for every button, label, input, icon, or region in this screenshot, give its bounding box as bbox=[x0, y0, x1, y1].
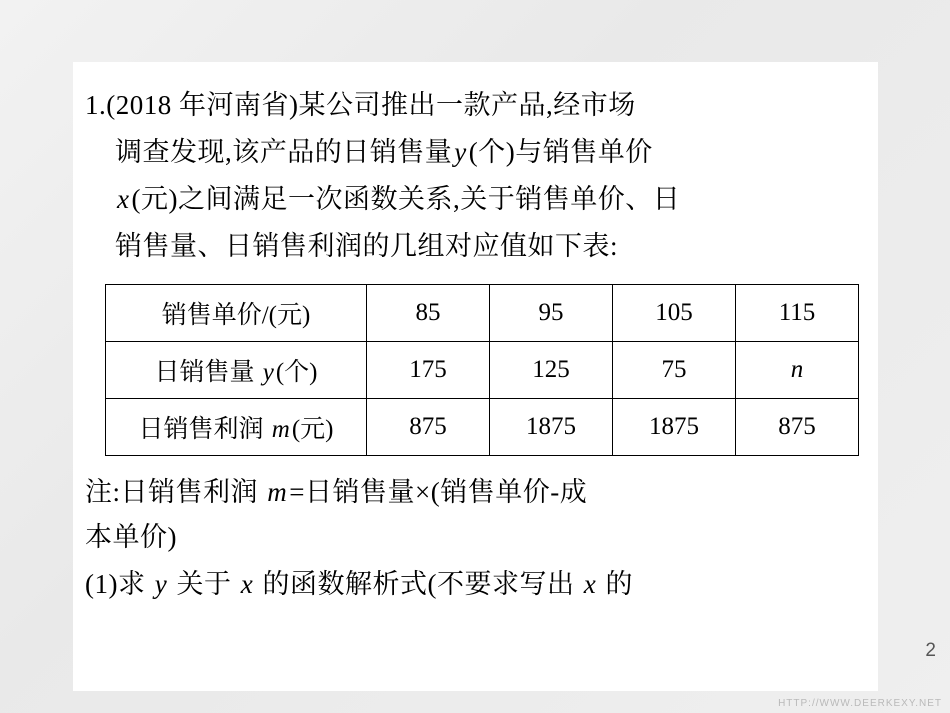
row-header-profit-text: 日销售利润 bbox=[138, 416, 270, 443]
problem-number: 1. bbox=[85, 90, 107, 120]
note-prefix: 注:日销售利润 bbox=[85, 477, 266, 507]
row-header-price-text: 销售单价/(元) bbox=[161, 302, 311, 329]
question-1-mid: 关于 bbox=[169, 569, 239, 599]
variable-x: x bbox=[240, 569, 254, 599]
question-1-suffix: 的函数解析式(不要求写出 bbox=[255, 569, 582, 599]
table-row bbox=[106, 285, 859, 342]
cell-profit-4: 875 bbox=[736, 399, 859, 456]
cell-profit-3: 1875 bbox=[613, 399, 736, 456]
cell-quantity-3: 75 bbox=[613, 342, 736, 399]
row-header-profit bbox=[106, 399, 367, 456]
variable-y: y bbox=[262, 359, 274, 386]
question-1-tail: 的 bbox=[598, 569, 633, 599]
variable-y: y bbox=[154, 569, 168, 599]
problem-line-2 bbox=[85, 129, 800, 176]
cell-price-2: 95 bbox=[490, 285, 613, 342]
variable-x: x bbox=[583, 569, 597, 599]
watermark: HTTP://WWW.DEERKEXY.NET bbox=[778, 698, 942, 709]
table-row bbox=[106, 399, 859, 456]
note-suffix: =日销售量×(销售单价-成 bbox=[289, 477, 588, 507]
problem-line-3-b: (元)之间满足一次函数关系,关于销售单价、日 bbox=[131, 184, 681, 214]
row-header-price bbox=[106, 285, 367, 342]
table-note bbox=[85, 470, 845, 560]
variable-m: m bbox=[267, 477, 288, 507]
problem-line-2-b: (个)与销售单价 bbox=[468, 137, 653, 167]
variable-m: m bbox=[271, 416, 290, 443]
problem-content bbox=[85, 82, 875, 682]
row-header-quantity bbox=[106, 342, 367, 399]
cell-quantity-1: 175 bbox=[367, 342, 490, 399]
cell-price-4: 115 bbox=[736, 285, 859, 342]
row-header-quantity-suffix: (个) bbox=[275, 359, 318, 386]
problem-line-1: (2018 年河南省)某公司推出一款产品,经市场 bbox=[106, 90, 636, 120]
problem-statement bbox=[85, 82, 800, 270]
variable-x: x bbox=[117, 184, 130, 214]
cell-quantity-2: 125 bbox=[490, 342, 613, 399]
row-header-profit-suffix: (元) bbox=[291, 416, 334, 443]
note-line-2: 本单价) bbox=[85, 522, 177, 552]
cell-price-1: 85 bbox=[367, 285, 490, 342]
question-1 bbox=[85, 562, 855, 607]
problem-line-2-a: 调查发现,该产品的日销售量 bbox=[115, 137, 453, 167]
table-row bbox=[106, 342, 859, 399]
cell-price-3: 105 bbox=[613, 285, 736, 342]
question-1-prefix: (1)求 bbox=[85, 569, 153, 599]
page-number: 2 bbox=[925, 640, 936, 661]
problem-line-4: 销售量、日销售利润的几组对应值如下表: bbox=[115, 231, 619, 261]
variable-y: y bbox=[454, 137, 467, 167]
problem-line-3 bbox=[85, 176, 800, 223]
cell-profit-1: 875 bbox=[367, 399, 490, 456]
cell-quantity-4: n bbox=[736, 342, 859, 399]
data-table bbox=[105, 284, 859, 456]
row-header-quantity-text: 日销售量 bbox=[154, 359, 261, 386]
cell-profit-2: 1875 bbox=[490, 399, 613, 456]
